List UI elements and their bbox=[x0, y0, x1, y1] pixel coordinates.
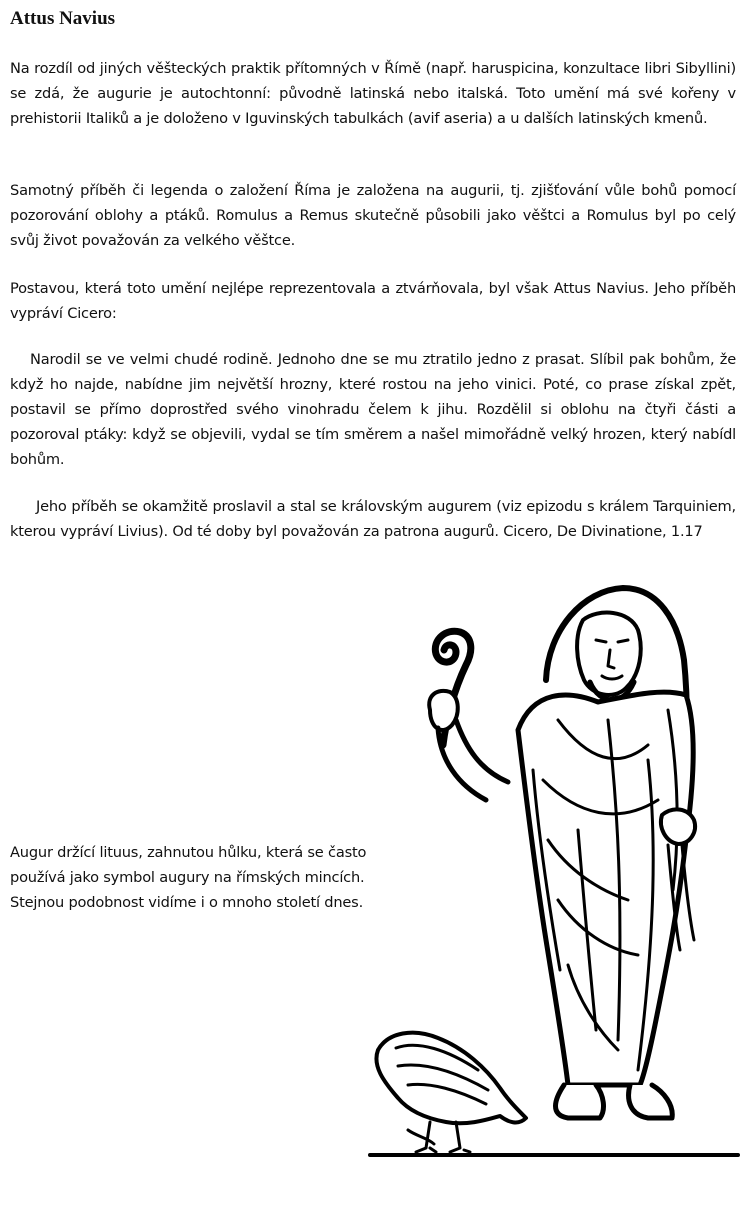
paragraph-cicero-story: Narodil se ve velmi chudé rodině. Jednoho dne se mu ztratilo jedno z prasat. Slíbil pak bohům, že když ho najde, nabídne jim největší hrozny, které rostou na jeho vinici. Poté, co prase získal zpět, postavil se přímo doprostřed svého vinohradu čelem k jihu. Rozdělil si oblohu na čtyři části a pozoroval ptáky: když se objevili, vydal se tím směrem a našel mimořádně velký hrozen, který nabídl bohům. bbox=[10, 351, 736, 468]
paragraph-intro: Na rozdíl od jiných věšteckých praktik přítomných v Římě (např. haruspicina, konzultace libri Sibyllini) se zdá, že augurie je autochtonní: původně latinská nebo italská. Toto umění má své kořeny v prehistorii Italiků a je doloženo v Iguvinských tabulkách (avif aseria) a u dalších latinských kmenů. bbox=[10, 60, 736, 127]
paragraph-attus-navius: Postavou, která toto umění nejlépe reprezentovala a ztvárňovala, byl však Attus Navius. Jeho příběh vypráví Cicero: bbox=[10, 280, 736, 322]
figure-caption: Augur držící lituus, zahnutou hůlku, která se často používá jako symbol augury na římských mincích. Stejnou podobnost vidíme i o mnoho století dnes. bbox=[10, 844, 367, 911]
raised-arm bbox=[438, 720, 508, 800]
raised-hand bbox=[429, 691, 458, 730]
augur-illustration bbox=[368, 570, 740, 1170]
toga bbox=[518, 692, 693, 1085]
lower-hand bbox=[661, 809, 695, 844]
paragraph-rome-founding: Samotný příběh či legenda o založení Říma je založena na augurii, tj. zjišťování vůle bohů pomocí pozorování oblohy a ptáků. Romulus a Remus skutečně působili jako věštci a Romulus byl po celý svůj život považován za velkého věštce. bbox=[10, 182, 736, 249]
page-title: Attus Navius bbox=[10, 8, 116, 29]
paragraph-royal-augur: Jeho příběh se okamžitě proslavil a stal se královským augurem (viz epizodu s králem Tarquiniem, kterou vypráví Livius). Od té doby byl považován za patrona augurů. Cicero, De Divinatione, 1.17 bbox=[10, 498, 736, 540]
feet bbox=[556, 1085, 673, 1118]
